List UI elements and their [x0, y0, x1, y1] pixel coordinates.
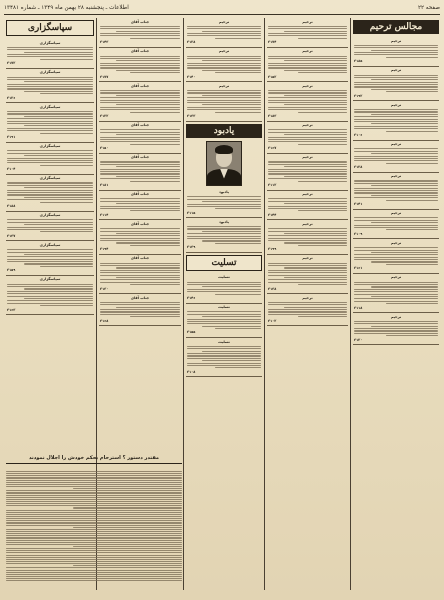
notice-item	[99, 191, 181, 221]
notice-item	[267, 220, 348, 255]
notice-code: ۳۱۴۶	[187, 295, 196, 300]
notice-item	[353, 67, 439, 102]
notice-item	[353, 101, 439, 140]
bottom-text-block	[6, 470, 182, 592]
section-banner-thanks: سپاسگزاری	[6, 20, 94, 36]
notices-middle	[186, 18, 262, 122]
notice-code: ۳۱۳۷	[7, 233, 16, 238]
notice-code: ۳۱۲۲	[100, 113, 109, 118]
notice-code: ۳۱۳۳	[187, 113, 196, 118]
notice-item	[99, 154, 181, 191]
notice-item	[99, 255, 181, 294]
notice-heading: جناب آقای	[130, 83, 150, 88]
notice-heading: یادبود	[219, 190, 229, 195]
notice-code: ۳۱۳۸	[268, 286, 277, 291]
column-divider	[264, 18, 265, 590]
notice-heading: سپاسگزاری	[39, 104, 61, 109]
notice-heading: ترحیم	[218, 49, 230, 54]
notice-item	[267, 18, 348, 48]
notice-heading: ترحیم	[390, 314, 402, 319]
notice-heading: ترحیم	[218, 19, 230, 24]
bottom-headline: مقتدر دستور ؟ استرحام بحکم خودش را اجلال نمودند	[6, 455, 182, 464]
notice-code: ۳۱۵۹	[7, 268, 16, 273]
notice-code: ۳۱۸۱	[100, 182, 109, 187]
notice-code: ۳۱۵۲	[268, 74, 277, 79]
notice-item	[267, 82, 348, 121]
notice-code: ۳۱۴۳	[100, 40, 109, 45]
column-divider	[183, 18, 184, 590]
portrait-photo	[206, 141, 242, 186]
notice-item	[99, 82, 181, 121]
notice-code: ۳۱۸۸	[7, 203, 16, 208]
notice-heading: جناب آقای	[130, 221, 150, 226]
notice-code: ۳۱۷۴	[268, 40, 277, 45]
notices-right-2	[267, 18, 348, 326]
notice-code: ۳۱۲۸	[187, 40, 196, 45]
notice-item	[267, 48, 348, 83]
bottom-lines	[6, 471, 182, 581]
notice-item	[186, 218, 262, 253]
notice-heading: ترحیم	[390, 38, 402, 43]
column-right-2	[267, 18, 348, 590]
notice-code: ۳۱۶۷	[268, 146, 277, 151]
notice-code: ۳۱۰۸	[187, 369, 196, 374]
notice-item	[353, 173, 439, 210]
notice-heading: ترحیم	[390, 142, 402, 147]
notice-item	[353, 210, 439, 240]
notices-right	[353, 37, 439, 345]
notice-heading: سپاسگزاری	[39, 70, 61, 75]
notice-heading: جناب آقای	[130, 192, 150, 197]
notice-code: ۳۱۱۴	[100, 212, 109, 217]
notice-code: ۳۱۴۰	[187, 74, 196, 79]
notice-heading: ترحیم	[302, 83, 313, 88]
notice-item	[267, 122, 348, 154]
section-banner-memorial: یادبود	[186, 124, 262, 138]
notice-code: ۳۱۸۳	[268, 113, 277, 118]
notice-item	[186, 48, 262, 83]
notice-code: ۳۱۰۹	[354, 231, 363, 236]
notice-code: ۳۱۹۲	[354, 93, 363, 98]
notice-code: ۳۱۹۹	[268, 247, 277, 252]
notice-heading: جناب آقای	[130, 256, 150, 261]
notice-code: ۳۱۲۰	[354, 337, 363, 342]
notice-item	[353, 37, 439, 67]
notice-item	[186, 18, 262, 48]
notice-code: ۳۱۳۹	[187, 245, 196, 250]
notice-code: ۳۱۰۴	[7, 167, 16, 172]
notice-heading: ترحیم	[390, 211, 402, 216]
notice-code: ۳۱۴۱	[354, 201, 363, 206]
notice-code: ۳۱۱۵	[187, 210, 196, 215]
notice-heading: ترحیم	[218, 83, 230, 88]
notice-heading: سپاسگزاری	[39, 40, 61, 45]
notice-item	[6, 103, 94, 142]
notice-item	[99, 220, 181, 255]
section-banner-trahim: مجالس ترحیم	[353, 20, 439, 34]
notices-condolence	[186, 274, 262, 378]
notice-heading: تسلیت	[218, 275, 230, 280]
notice-item	[353, 239, 439, 274]
notice-heading: جناب آقای	[130, 123, 150, 128]
column-right	[353, 18, 439, 590]
notice-item	[353, 313, 439, 345]
notices-left-2	[99, 18, 181, 326]
notice-code: ۳۱۱۸	[354, 305, 363, 310]
notice-heading: سپاسگزاری	[39, 176, 61, 181]
notice-heading: ترحیم	[390, 102, 402, 107]
notice-code: ۳۱۵۵	[187, 330, 196, 335]
notice-item	[99, 122, 181, 154]
notice-item	[6, 69, 94, 104]
notice-heading: جناب آقای	[130, 155, 150, 160]
notice-heading: ترحیم	[302, 256, 313, 261]
notice-code: ۳۱۹۴	[100, 247, 109, 252]
notice-code: ۳۱۹۱	[7, 134, 16, 139]
notice-item	[6, 241, 94, 276]
notice-heading: تسلیت	[218, 305, 230, 310]
notice-item	[186, 189, 262, 219]
notice-item	[186, 274, 262, 304]
notice-heading: تسلیت	[218, 339, 230, 344]
notice-code: ۳۱۱۲	[268, 182, 277, 187]
notice-heading: سپاسگزاری	[39, 213, 61, 218]
notice-item	[186, 304, 262, 339]
notice-item	[99, 294, 181, 326]
notice-heading: ترحیم	[390, 174, 402, 179]
column-middle	[186, 18, 262, 590]
notice-heading: جناب آقای	[130, 49, 150, 54]
notice-heading: ترحیم	[302, 19, 313, 24]
notice-item	[267, 191, 348, 221]
notice-heading: ترحیم	[302, 221, 313, 226]
issue-line: اطلاعات ـ پنجشنبه ۲۸ بهمن ماه ۱۳۴۹ ـ شماره ۱۳۴۸۱	[4, 5, 129, 11]
notice-heading: ترحیم	[302, 49, 313, 54]
notice-heading: سپاسگزاری	[39, 144, 61, 149]
column-left-2	[99, 18, 181, 453]
notice-heading: ترحیم	[302, 123, 313, 128]
notice-item	[6, 212, 94, 242]
notice-code: ۳۱۲۶	[7, 95, 16, 100]
notice-item	[267, 294, 348, 326]
notice-code: ۳۱۴۴	[268, 212, 277, 217]
notice-item	[267, 255, 348, 294]
column-divider	[350, 18, 351, 590]
notice-item	[6, 39, 94, 69]
notice-item	[353, 274, 439, 313]
notice-heading: ترحیم	[390, 275, 402, 280]
notices-left	[6, 39, 94, 315]
notice-code: ۳۱۷۲	[7, 61, 16, 66]
section-banner-condolence: تسلیت	[186, 255, 262, 271]
notice-code: ۳۱۵۰	[100, 146, 109, 151]
notice-heading: یادبود	[219, 219, 229, 224]
notice-item	[99, 18, 181, 48]
notice-heading: ترحیم	[302, 192, 313, 197]
notice-code: ۳۱۶۱	[354, 266, 363, 271]
notice-item	[6, 175, 94, 212]
notice-item	[353, 141, 439, 173]
notices-memorial	[186, 189, 262, 253]
notice-item	[186, 338, 262, 377]
notice-code: ۳۱۰۲	[268, 318, 277, 323]
notice-code: ۳۱۶۸	[100, 318, 109, 323]
notice-heading: ترحیم	[390, 240, 402, 245]
notice-item	[186, 82, 262, 121]
notice-code: ۳۱۳۰	[100, 286, 109, 291]
notice-heading: ترحیم	[390, 68, 402, 73]
notice-heading: ترحیم	[302, 155, 313, 160]
notice-item	[6, 276, 94, 315]
column-left	[6, 18, 94, 453]
notice-item	[267, 154, 348, 191]
notice-code: ۳۱۶۳	[7, 307, 16, 312]
notice-heading: ترحیم	[302, 295, 313, 300]
notice-code: ۳۱۰۶	[354, 132, 363, 137]
masthead	[4, 4, 440, 15]
page-label: صفحه ۲۲	[418, 5, 440, 11]
notice-item	[6, 143, 94, 175]
notice-heading: سپاسگزاری	[39, 242, 61, 247]
notice-item	[99, 48, 181, 83]
notice-heading: سپاسگزاری	[39, 277, 61, 282]
notice-code: ۳۱۷۷	[100, 74, 109, 79]
notice-heading: جناب آقای	[130, 19, 150, 24]
notice-code: ۳۱۲۸	[354, 165, 363, 170]
notice-code: ۳۱۸۵	[354, 59, 363, 64]
notice-heading: جناب آقای	[130, 295, 150, 300]
